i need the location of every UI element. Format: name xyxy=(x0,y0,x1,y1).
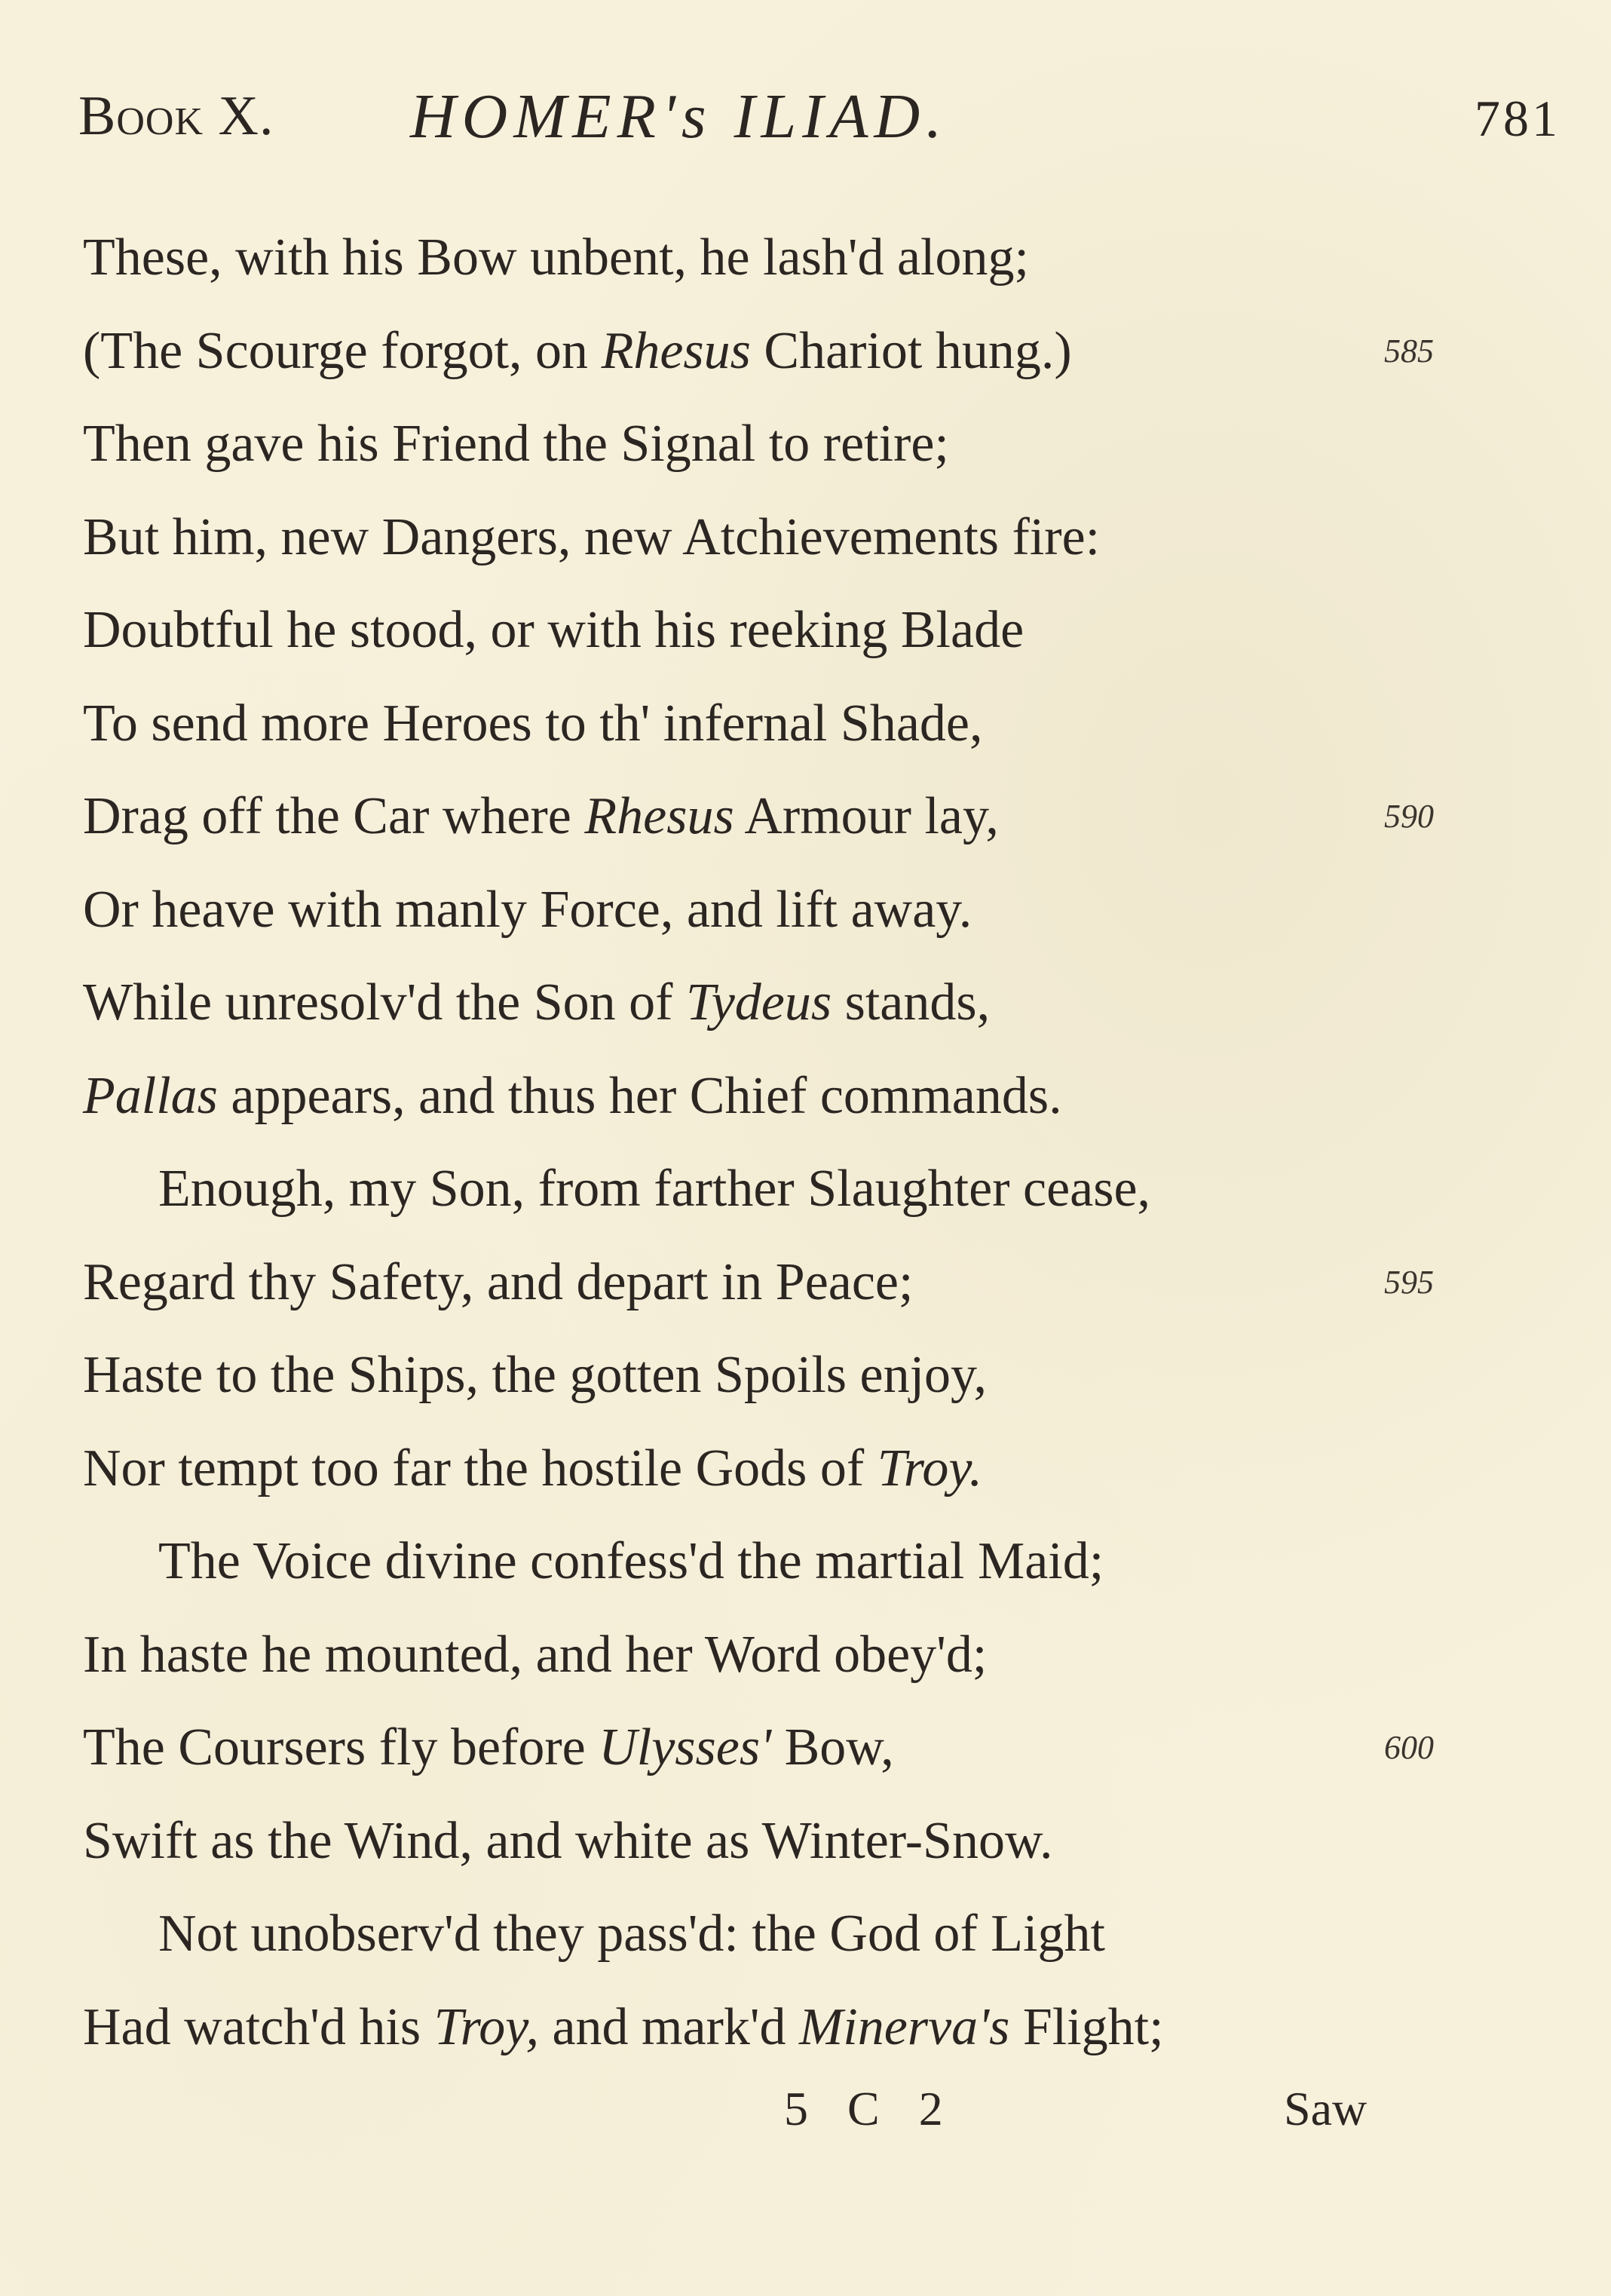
italic-name: Pallas xyxy=(83,1066,218,1125)
italic-name: Ulysses' xyxy=(599,1718,772,1776)
verse-text-segment: Had watch'd his xyxy=(83,1997,434,2056)
verse-line xyxy=(83,1329,1515,1422)
verse-line xyxy=(83,770,1515,863)
running-head xyxy=(78,81,1586,167)
verse-line xyxy=(83,211,1515,305)
verse-text-segment: stands, xyxy=(832,973,991,1032)
verse-line xyxy=(83,1236,1515,1329)
verse-text-segment: Not unobserv'd they pass'd: the God of Light xyxy=(158,1905,1105,1963)
verse-line xyxy=(83,1701,1515,1795)
verse-text-segment: Bow, xyxy=(771,1718,894,1776)
verse-line-text xyxy=(83,787,999,845)
verse-line xyxy=(83,1515,1515,1608)
line-number: 590 xyxy=(1384,798,1434,835)
line-number: 585 xyxy=(1384,332,1434,369)
line-number: 595 xyxy=(1384,1263,1434,1301)
verse-line-text xyxy=(83,1905,1105,1963)
verse-line xyxy=(83,1795,1515,1888)
verse-line-text xyxy=(83,1626,987,1684)
verse-line xyxy=(83,397,1515,491)
italic-name: Rhesus xyxy=(601,321,751,380)
verse-line-text xyxy=(83,694,983,753)
verse-text-segment: Nor tempt too far the hostile Gods of xyxy=(83,1439,877,1497)
verse-line-text xyxy=(83,1718,894,1776)
verse-text-segment: (The Scourge forgot, on xyxy=(83,321,602,380)
verse-text-segment: Chariot hung.) xyxy=(750,321,1072,380)
italic-name: Rhesus xyxy=(584,787,734,845)
verse-text-segment: To send more Heroes to th' infernal Shade, xyxy=(83,694,983,753)
verse-text-segment: Armour lay, xyxy=(734,787,999,845)
verse-line-text xyxy=(83,508,1100,566)
verse-line-text xyxy=(83,1253,913,1311)
verse-line-text xyxy=(83,322,1072,380)
verse-line-text xyxy=(83,1067,1062,1125)
verse-line xyxy=(83,491,1515,584)
signature-mark: 5 C 2 xyxy=(784,2082,957,2135)
verse-text-segment: Haste to the Ships, the gotten Spoils enjoy, xyxy=(83,1346,987,1404)
verse-text-segment: Enough, my Son, from farther Slaughter cease, xyxy=(158,1160,1151,1218)
verse-line xyxy=(83,956,1515,1050)
italic-name: Tydeus xyxy=(685,973,832,1032)
verse-text-segment: But him, new Dangers, new Atchievements fire: xyxy=(83,507,1101,566)
verse-line-text xyxy=(83,1160,1150,1218)
verse-text-segment: The Voice divine confess'd the martial Maid; xyxy=(158,1532,1104,1590)
verse-text-segment: Swift as the Wind, and white as Winter-Snow. xyxy=(83,1811,1053,1870)
verse-text-segment: While unresolv'd the Son of xyxy=(83,973,686,1032)
verse-line xyxy=(83,1050,1515,1143)
verse-line-text xyxy=(83,1346,987,1404)
verse-text-segment: Then gave his Friend the Signal to retire; xyxy=(83,415,949,473)
italic-name: Troy. xyxy=(877,1439,983,1497)
verse-line xyxy=(83,584,1515,677)
catchword: Saw xyxy=(1284,2082,1368,2135)
page-footer xyxy=(0,2081,1611,2172)
verse-text-segment: and mark'd xyxy=(538,1997,799,2056)
verse-line-text xyxy=(83,1439,982,1497)
verse-line-text xyxy=(83,415,949,473)
verse-text-segment: In haste he mounted, and her Word obey'd; xyxy=(83,1625,988,1684)
verse-line xyxy=(83,305,1515,398)
verse-text-segment: Regard thy Safety, and depart in Peace; xyxy=(83,1252,914,1311)
verse-text-segment: These, with his Bow unbent, he lash'd along; xyxy=(83,228,1029,287)
italic-name: Minerva's xyxy=(799,1997,1010,2056)
verse-line xyxy=(83,677,1515,771)
verse-block xyxy=(83,211,1515,2074)
verse-line xyxy=(83,1981,1515,2074)
verse-line-text xyxy=(83,1812,1053,1870)
verse-line-text xyxy=(83,1998,1164,2056)
page-number: 781 xyxy=(1475,90,1560,147)
verse-line-text xyxy=(83,973,990,1032)
verse-text-segment: appears, and thus her Chief commands. xyxy=(217,1066,1062,1125)
verse-text-segment: The Coursers fly before xyxy=(83,1718,599,1776)
verse-line xyxy=(83,1887,1515,1981)
line-number: 600 xyxy=(1384,1729,1434,1766)
verse-text-segment: Drag off the Car where xyxy=(83,787,585,845)
verse-line xyxy=(83,1608,1515,1702)
verse-line-text xyxy=(83,1532,1104,1590)
verse-text-segment: Doubtful he stood, or with his reeking Blade xyxy=(83,601,1024,659)
verse-text-segment: Flight; xyxy=(1009,1997,1164,2056)
verse-line xyxy=(83,863,1515,957)
verse-line xyxy=(83,1142,1515,1236)
verse-line-text xyxy=(83,881,972,939)
verse-line xyxy=(83,1422,1515,1516)
verse-text-segment: Or heave with manly Force, and lift away. xyxy=(83,880,972,939)
verse-line-text xyxy=(83,601,1024,659)
italic-name: Troy, xyxy=(433,1997,539,2056)
book-label: Book X. xyxy=(78,85,274,147)
verse-line-text xyxy=(83,228,1029,287)
running-title: HOMER's ILIAD. xyxy=(410,81,948,152)
